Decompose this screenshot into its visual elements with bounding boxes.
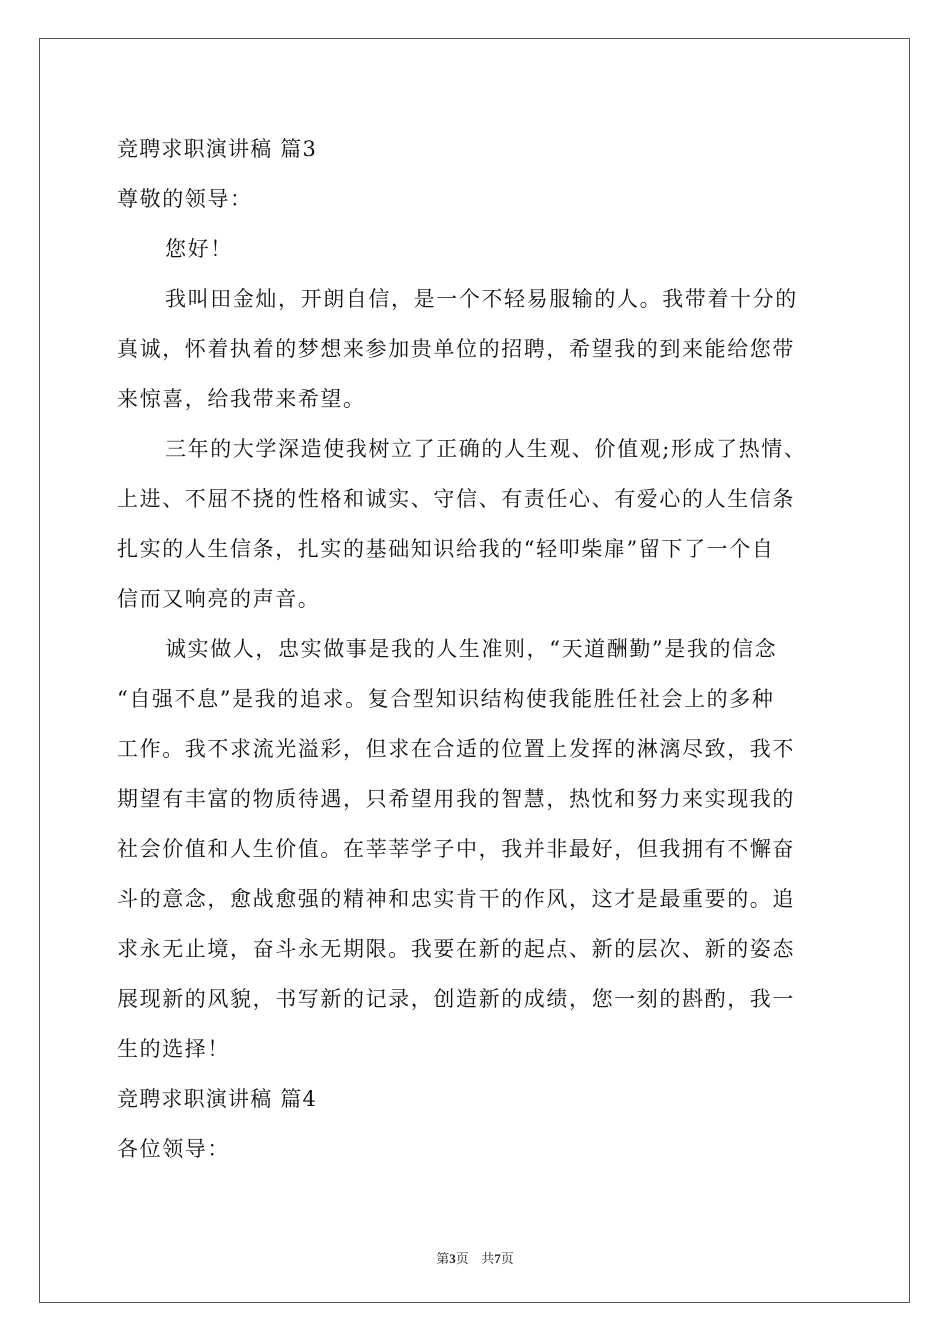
section-heading: 竞聘求职演讲稿 篇3 [117, 137, 318, 161]
text-line: 展现新的风貌，书写新的记录，创造新的成绩，您一刻的斟酌，我一 [117, 987, 795, 1011]
text-line: 三年的大学深造使我树立了正确的人生观、价值观;形成了热情、 [165, 437, 807, 461]
total-prefix: 共 [481, 1252, 495, 1267]
total-pages-number: 7 [494, 1251, 501, 1266]
text-line: 信而又响亮的声音。 [117, 587, 321, 611]
current-page-number: 3 [449, 1251, 456, 1266]
section-heading: 竞聘求职演讲稿 篇4 [117, 1087, 318, 1111]
text-line: 真诚，怀着执着的梦想来参加贵单位的招聘，希望我的到来能给您带 [117, 337, 795, 361]
text-line: 上进、不屈不挠的性格和诚实、守信、有责任心、有爱心的人生信条 [117, 487, 795, 511]
page-footer [0, 1248, 950, 1267]
page-prefix: 第 [436, 1252, 450, 1267]
text-line: “自强不息”是我的追求。复合型知识结构使我能胜任社会上的多种 [117, 687, 775, 711]
text-line: 社会价值和人生价值。在莘莘学子中，我并非最好，但我拥有不懈奋 [117, 837, 795, 861]
text-line: 工作。我不求流光溢彩，但求在合适的位置上发挥的淋漓尽致，我不 [117, 737, 795, 761]
text-line: 各位领导： [117, 1137, 230, 1161]
text-line: 您好！ [165, 237, 233, 261]
text-line: 来惊喜，给我带来希望。 [117, 387, 366, 411]
text-line: 期望有丰富的物质待遇，只希望用我的智慧，热忱和努力来实现我的 [117, 787, 795, 811]
text-line: 我叫田金灿，开朗自信，是一个不轻易服输的人。我带着十分的 [165, 287, 798, 311]
total-suffix: 页 [500, 1252, 514, 1267]
text-line: 求永无止境，奋斗永无期限。我要在新的起点、新的层次、新的姿态 [117, 937, 795, 961]
document-body [117, 124, 837, 1174]
text-line: 诚实做人，忠实做事是我的人生准则，“天道酬勤”是我的信念 [165, 637, 778, 661]
page-suffix: 页 [455, 1252, 469, 1267]
text-line: 斗的意念，愈战愈强的精神和忠实肯干的作风，这才是最重要的。追 [117, 887, 795, 911]
text-line: 生的选择！ [117, 1037, 230, 1061]
text-line: 尊敬的领导： [117, 187, 253, 211]
text-line: 扎实的人生信条，扎实的基础知识给我的“轻叩柴扉”留下了一个自 [117, 537, 775, 561]
